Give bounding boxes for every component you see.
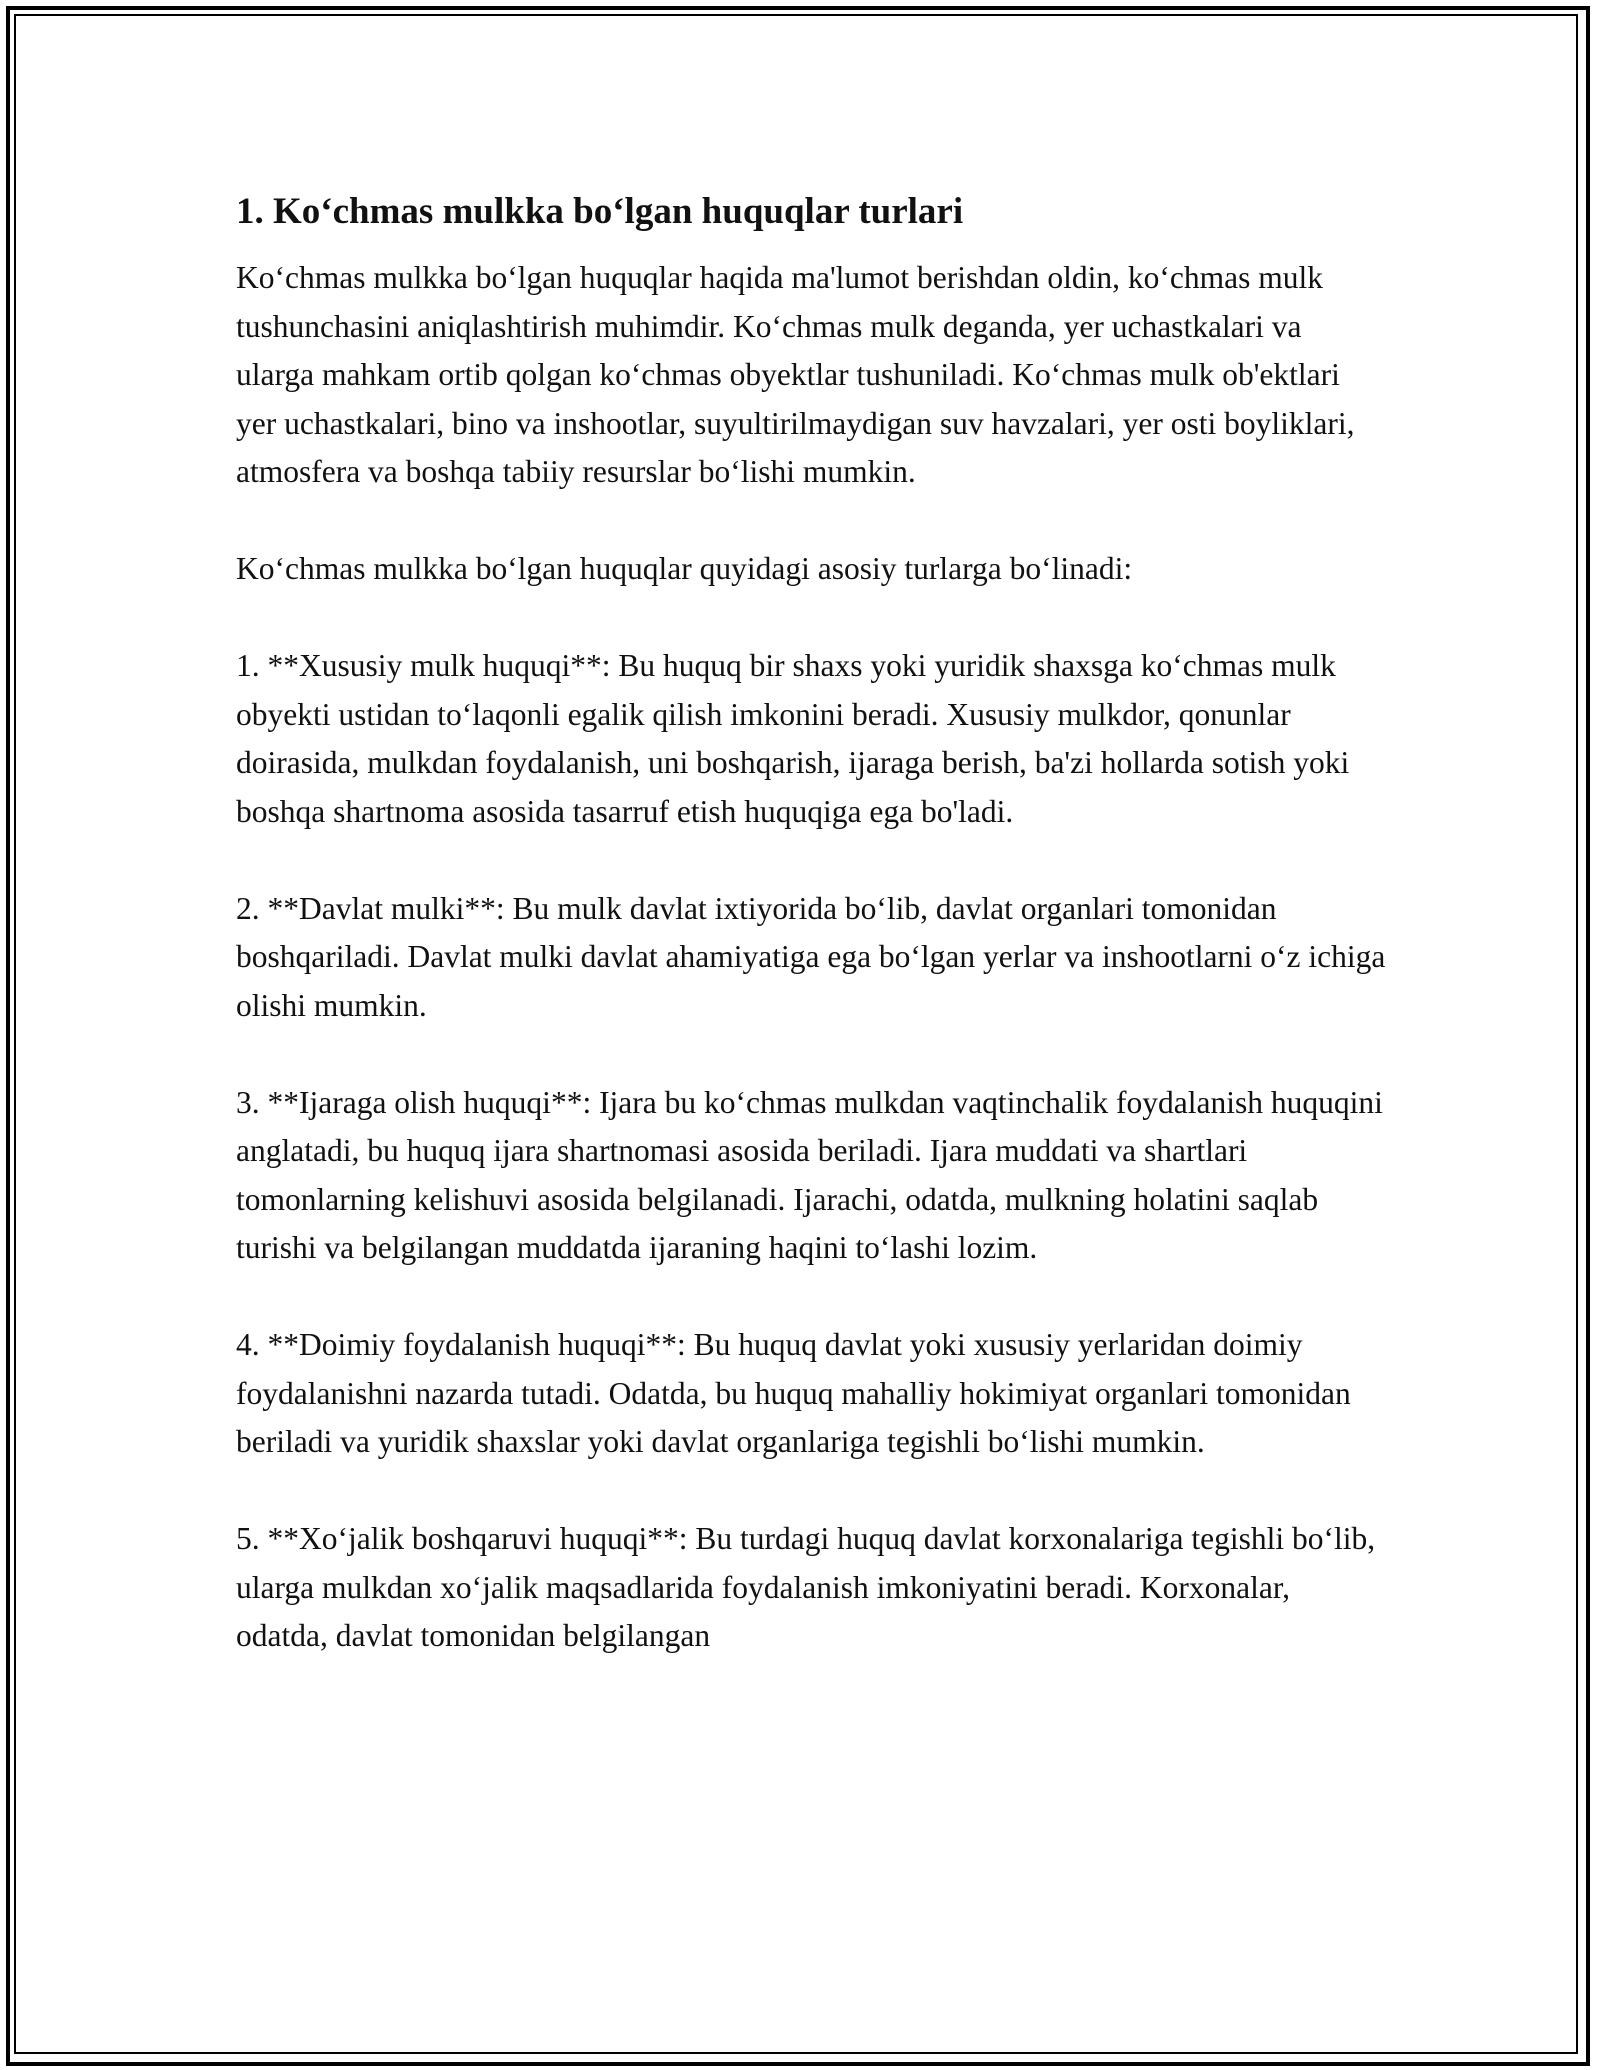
- paragraph-intro: Ko‘chmas mulkka bo‘lgan huquqlar haqida ma'lumot berishdan oldin, ko‘chmas mulk tushunchasini aniqlashtirish muhimdir. Ko‘chmas mulk deganda, yer uchastkalari va ularga mahkam ortib qolgan ko‘chmas obyektlar tushuniladi. Ko‘chmas mulk ob'ektlari yer uchastkalari, bino va inshootlar, suyultirilmaydigan suv havzalari, yer osti boyliklari, atmosfera va boshqa tabiiy resurslar bo‘lishi mumkin.: [236, 260, 1355, 489]
- paragraph-private-property: 1. **Xususiy mulk huquqi**: Bu huquq bir shaxs yoki yuridik shaxsga ko‘chmas mulk obyekti ustidan to‘laqonli egalik qilish imkonini beradi. Xususiy mulkdor, qonunlar doirasida, mulkdan foydalanish, uni boshqarish, ijaraga berish, ba'zi hollarda sotish yoki boshqa shartnoma asosida tasarruf etish huquqiga ega bo'ladi.: [236, 648, 1350, 829]
- paragraph-permanent-use-right: 4. **Doimiy foydalanish huquqi**: Bu huquq davlat yoki xususiy yerlaridan doimiy foydalanishni nazarda tutadi. Odatda, bu huquq mahalliy hokimiyat organlari tomonidan beriladi va yuridik shaxslar yoki davlat organlariga tegishli bo‘lishi mumkin.: [236, 1327, 1351, 1459]
- document-title: 1. Ko‘chmas mulkka bo‘lgan huquqlar turlari: [236, 191, 964, 232]
- document-body: [236, 188, 1386, 1661]
- paragraph-lease-right: 3. **Ijaraga olish huquqi**: Ijara bu ko‘chmas mulkdan vaqtinchalik foydalanish huquqini anglatadi, bu huquq ijara shartnomasi asosida beriladi. Ijara muddati va shartlari tomonlarning kelishuvi asosida belgilanadi. Ijarachi, odatda, mulkning holatini saqlab turishi va belgilangan muddatda ijaraning haqini to‘lashi lozim.: [236, 1084, 1383, 1265]
- paragraph-state-property: 2. **Davlat mulki**: Bu mulk davlat ixtiyorida bo‘lib, davlat organlari tomonidan boshqariladi. Davlat mulki davlat ahamiyatiga ega bo‘lgan yerlar va inshootlarni o‘z ichiga olishi mumkin.: [236, 890, 1386, 1023]
- paragraph-economic-management-right: 5. **Xo‘jalik boshqaruvi huquqi**: Bu turdagi huquq davlat korxonalariga tegishli bo‘lib, ularga mulkdan xo‘jalik maqsadlarida foydalanish imkoniyatini beradi. Korxonalar, odatda, davlat tomonidan belgilangan: [236, 1521, 1376, 1653]
- paragraph-types-lead: Ko‘chmas mulkka bo‘lgan huquqlar quyidagi asosiy turlarga bo‘linadi:: [236, 551, 1133, 586]
